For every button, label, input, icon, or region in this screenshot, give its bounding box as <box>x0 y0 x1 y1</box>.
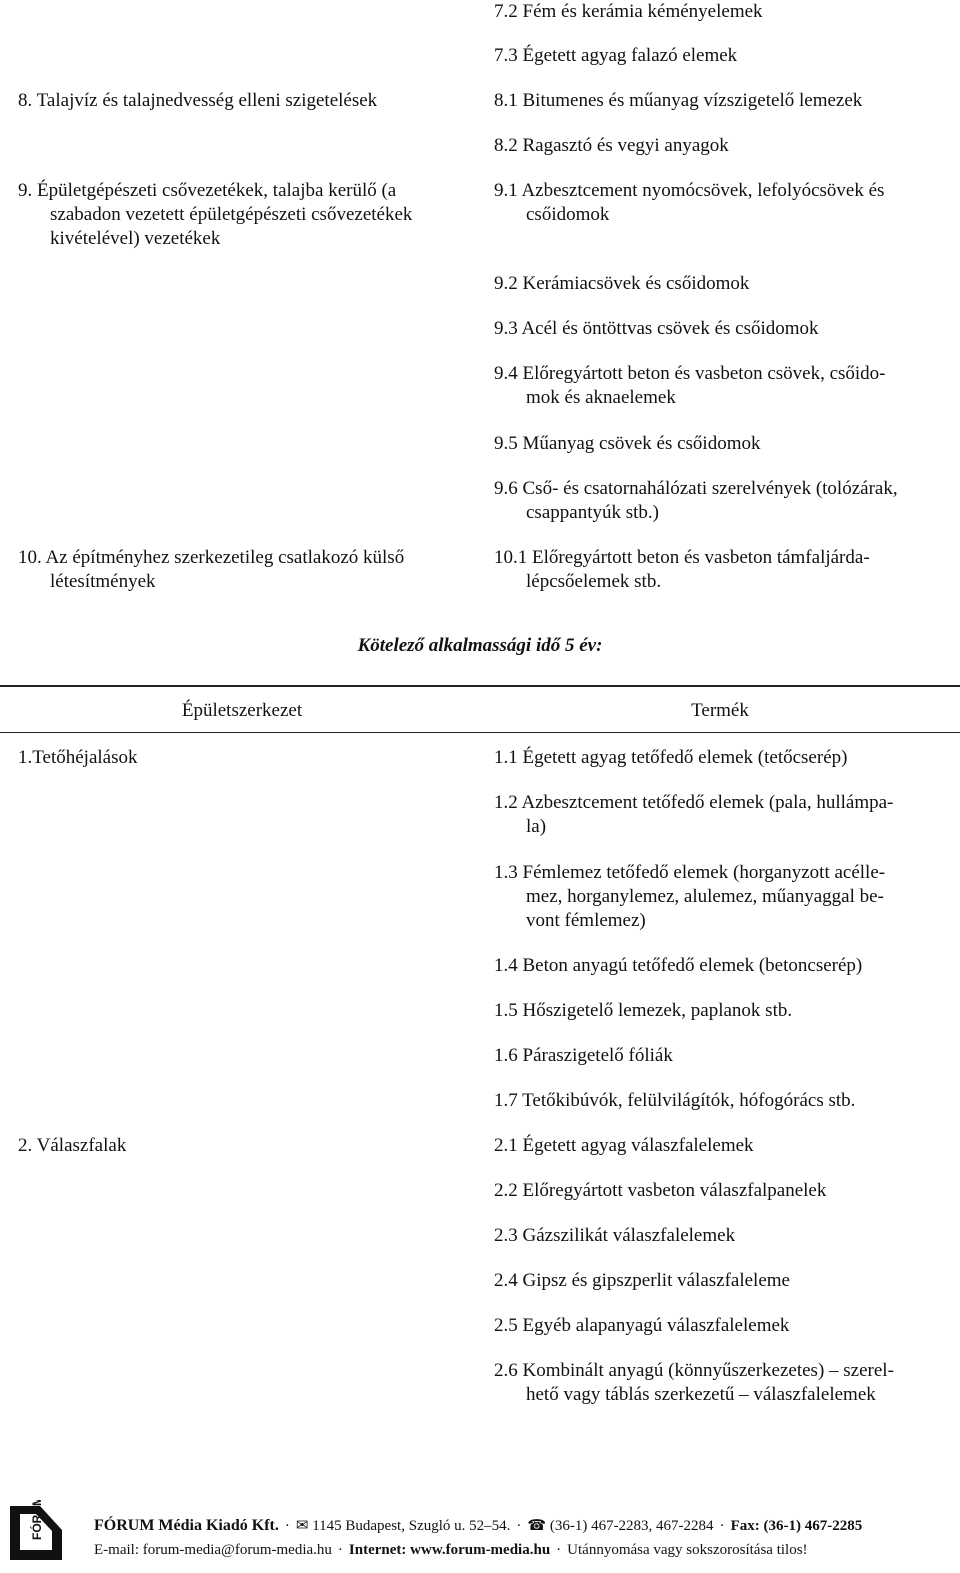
item-9-6-line-1: 9.6 Cső- és csatornahálózati szerelvények (tolózárak, <box>494 478 898 499</box>
item-9-4-line-2: mok és aknaelemek <box>526 387 676 408</box>
item-9-4-line-1: 9.4 Előregyártott beton és vasbeton csövek, csőido- <box>494 363 886 384</box>
item-9-1-line-2: csőidomok <box>526 204 610 225</box>
item-1-1: 1.1 Égetett agyag tetőfedő elemek (tetőcserép) <box>494 747 848 768</box>
category-9 <box>18 179 468 251</box>
item-9-1 <box>494 179 950 227</box>
fax: (36-1) 467-2285 <box>763 1518 863 1534</box>
item-8-2: 8.2 Ragasztó és vegyi anyagok <box>494 135 729 156</box>
item-10-1-line-1: 10.1 Előregyártott beton és vasbeton támfaljárda- <box>494 547 870 568</box>
item-10-1-line-2: lépcsőelemek stb. <box>526 571 662 592</box>
item-7-3: 7.3 Égetett agyag falazó elemek <box>494 45 738 66</box>
footer-line-2: E-mail: forum-media@forum-media.hu · Internet: www.forum-media.hu · Utánnyomása vagy sokszorosítása tilos! <box>94 1542 808 1558</box>
company-name: FÓRUM Média Kiadó Kft. <box>94 1517 279 1534</box>
email-link[interactable]: forum-media@forum-media.hu <box>142 1542 332 1558</box>
category-10-line-2: létesítmények <box>50 571 156 592</box>
item-9-2: 9.2 Kerámiacsövek és csőidomok <box>494 273 750 294</box>
item-2-1: 2.1 Égetett agyag válaszfalelemek <box>494 1135 754 1156</box>
logo-text: FÓRUM <box>30 1500 44 1540</box>
category-9-line-2: szabadon vezetett épületgépészeti csővezetékek <box>50 204 413 225</box>
header-structure: Épületszerkezet <box>181 700 303 721</box>
item-1-3-line-2: mez, horganylemez, alulemez, műanyaggal be- <box>526 886 884 907</box>
item-2-6-line-1: 2.6 Kombinált anyagú (könnyűszerkezetes) – szerel- <box>494 1360 894 1381</box>
forum-logo <box>4 1500 68 1566</box>
phone: (36-1) 467-2283, 467-2284 <box>549 1518 714 1534</box>
copyright-notice: Utánnyomása vagy sokszorosítása tilos! <box>567 1542 808 1558</box>
item-8-1: 8.1 Bitumenes és műanyag vízszigetelő lemezek <box>494 90 863 111</box>
category-1: 1.Tetőhéjalások <box>18 747 138 768</box>
item-2-6 <box>494 1359 950 1407</box>
item-9-6 <box>494 477 950 525</box>
fax-label: Fax: <box>730 1518 760 1534</box>
item-2-4: 2.4 Gipsz és gipszperlit válaszfaleleme <box>494 1270 790 1291</box>
item-9-6-line-2: csappantyúk stb.) <box>526 502 659 523</box>
category-9-line-3: kivételével) vezetékek <box>50 228 221 249</box>
item-2-3: 2.3 Gázszilikát válaszfalelemek <box>494 1225 736 1246</box>
category-10 <box>18 546 468 594</box>
item-2-5: 2.5 Egyéb alapanyagú válaszfalelemek <box>494 1315 790 1336</box>
item-1-4: 1.4 Beton anyagú tetőfedő elemek (betoncserép) <box>494 955 863 976</box>
item-10-1 <box>494 546 950 594</box>
email-label: E-mail: <box>94 1542 139 1558</box>
item-1-5: 1.5 Hőszigetelő lemezek, paplanok stb. <box>494 1000 793 1021</box>
internet-label: Internet: <box>348 1542 407 1558</box>
envelope-icon: ✉ <box>295 1518 309 1534</box>
header-product: Termék <box>691 700 749 721</box>
item-1-3-line-1: 1.3 Fémlemez tetőfedő elemek (horganyzott acélle- <box>494 862 886 883</box>
table-top-rule <box>0 685 960 687</box>
category-10-line-1: 10. Az építményhez szerkezetileg csatlakozó külső <box>18 547 405 568</box>
address: 1145 Budapest, Szugló u. 52–54. <box>312 1518 511 1534</box>
item-9-4 <box>494 362 950 410</box>
table-header-rule <box>0 732 960 733</box>
category-9-line-1: 9. Épületgépészeti csővezetékek, talajba kerülő (a <box>18 180 397 201</box>
item-1-2-line-1: 1.2 Azbesztcement tetőfedő elemek (pala, hullámpa- <box>494 792 894 813</box>
item-1-2 <box>494 791 950 839</box>
item-1-2-line-2: la) <box>526 816 547 837</box>
telephone-icon: ☎ <box>527 1518 547 1534</box>
page-footer <box>0 1500 960 1572</box>
item-1-3 <box>494 861 950 933</box>
section-title: Kötelező alkalmassági idő 5 év: <box>357 635 603 656</box>
category-2: 2. Válaszfalak <box>18 1135 127 1156</box>
item-1-3-line-3: vont fémlemez) <box>526 910 646 931</box>
item-1-7: 1.7 Tetőkibúvók, felülvilágítók, hófogórács stb. <box>494 1090 856 1111</box>
item-9-5: 9.5 Műanyag csövek és csőidomok <box>494 433 761 454</box>
item-9-1-line-1: 9.1 Azbesztcement nyomócsövek, lefolyócsövek és <box>494 180 885 201</box>
footer-line-1: FÓRUM Média Kiadó Kft. · ✉ 1145 Budapest, Szugló u. 52–54. · ☎ (36-1) 467-2283, 467-2284 · Fax: (36-1) 467-2285 <box>94 1517 863 1534</box>
item-2-6-line-2: hető vagy táblás szerkezetű – válaszfalelemek <box>526 1384 876 1405</box>
category-8: 8. Talajvíz és talajnedvesség elleni szigetelések <box>18 90 378 111</box>
item-9-3: 9.3 Acél és öntöttvas csövek és csőidomok <box>494 318 819 339</box>
website-link[interactable]: www.forum-media.hu <box>410 1542 551 1558</box>
item-1-6: 1.6 Páraszigetelő fóliák <box>494 1045 673 1066</box>
item-2-2: 2.2 Előregyártott vasbeton válaszfalpanelek <box>494 1180 827 1201</box>
item-7-2: 7.2 Fém és kerámia kéményelemek <box>494 1 763 22</box>
